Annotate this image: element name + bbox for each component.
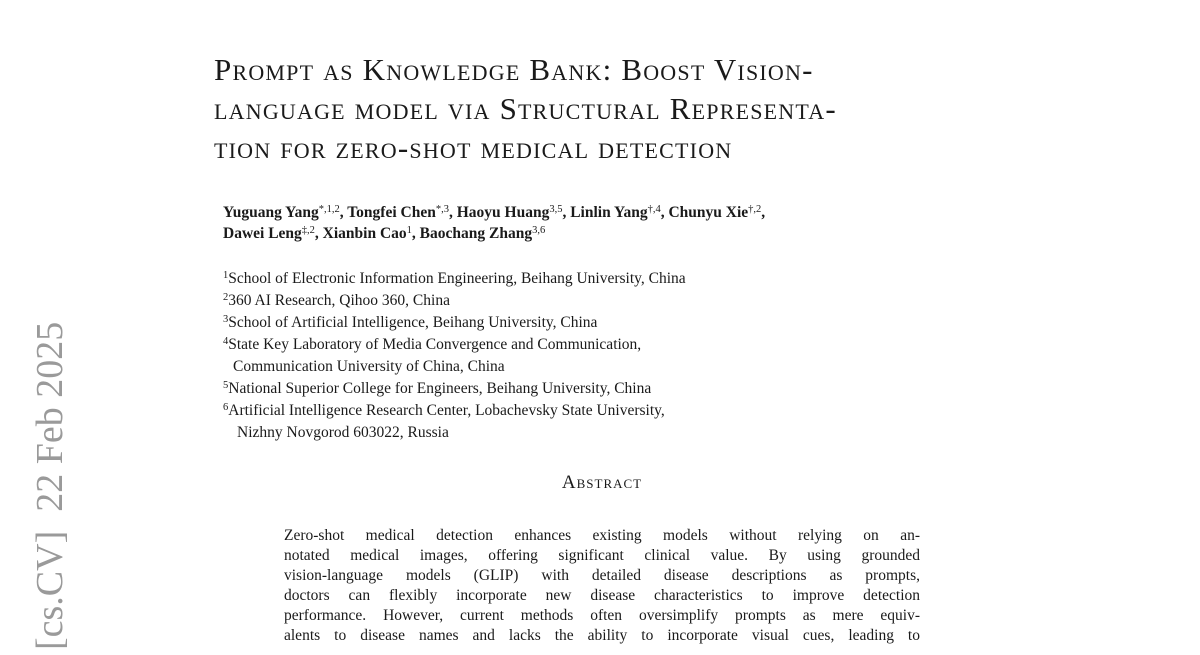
abstract-body — [284, 526, 920, 646]
affiliation-text: National Superior College for Engineers, Beihang University, China — [228, 380, 652, 397]
authors-line-2 — [223, 223, 983, 244]
author-affil-marker: *,3 — [435, 204, 449, 215]
author-list — [223, 202, 983, 244]
abstract-line: notated medical images, offering significant clinical value. By using grounded — [284, 547, 920, 564]
author-name: Chunyu Xie — [668, 204, 749, 221]
affiliation-number: 4 — [223, 336, 229, 347]
author-separator: , — [314, 225, 323, 242]
affiliation-item — [223, 290, 983, 312]
abstract-line: performance. However, current methods often oversimplify prompts as mere equiv- — [284, 607, 920, 624]
abstract-heading-text: Abstract — [561, 472, 643, 493]
author-affil-marker: ‡,2 — [301, 225, 315, 236]
author-name: Xianbin Cao — [322, 225, 407, 242]
author-affil-marker: †,2 — [748, 204, 762, 215]
author-separator: , — [562, 204, 571, 221]
affiliation-continuation: Communication University of China, China — [233, 358, 505, 375]
abstract-heading — [0, 472, 1200, 494]
author-affil-marker: †,4 — [647, 204, 661, 215]
affiliation-number: 1 — [223, 270, 229, 281]
author-affil-marker: 3,5 — [549, 204, 563, 215]
author-separator: , — [339, 204, 348, 221]
abstract-line: Zero-shot medical detection enhances existing models without relying on an- — [284, 527, 920, 544]
author-name: Tongfei Chen — [347, 204, 436, 221]
affiliation-text: Artificial Intelligence Research Center, Lobachevsky State University, — [228, 402, 665, 419]
author-name: Linlin Yang — [570, 204, 648, 221]
author-name: Dawei Leng — [223, 225, 302, 242]
author-separator: , — [761, 204, 766, 221]
affiliation-text: State Key Laboratory of Media Convergence and Communication, — [228, 336, 642, 353]
author-separator: , — [448, 204, 457, 221]
author-separator: , — [411, 225, 420, 242]
author-affil-marker: 3,6 — [532, 225, 546, 236]
title-line: tion for zero-shot medical detection — [214, 130, 733, 165]
affiliation-number: 6 — [223, 402, 229, 413]
affiliation-item — [223, 378, 983, 400]
author-name: Baochang Zhang — [419, 225, 533, 242]
title-line: language model via Structural Representa- — [214, 91, 837, 126]
author-name: Yuguang Yang — [223, 204, 319, 221]
title-line: Prompt as Knowledge Bank: Boost Vision- — [214, 52, 814, 87]
author-separator: , — [660, 204, 669, 221]
authors-line-1 — [223, 202, 983, 223]
affiliation-number: 2 — [223, 292, 229, 303]
arxiv-stamp-text: [cs.CV] 22 Feb 2025 — [29, 321, 71, 650]
abstract-line: doctors can flexibly incorporate new disease characteristics to improve detection — [284, 587, 920, 604]
affiliation-item — [223, 400, 983, 444]
affiliation-item — [223, 334, 983, 378]
affiliation-continuation: Nizhny Novgorod 603022, Russia — [237, 424, 449, 441]
abstract-line: vision-language models (GLIP) with detailed disease descriptions as prompts, — [284, 567, 920, 584]
abstract-line: alents to disease names and lacks the ability to incorporate visual cues, leading to — [284, 627, 920, 644]
author-name: Haoyu Huang — [456, 204, 550, 221]
affiliation-item — [223, 312, 983, 334]
affiliation-item — [223, 268, 983, 290]
affiliation-text: School of Artificial Intelligence, Beihang University, China — [228, 314, 598, 331]
author-affil-marker: 1 — [406, 225, 412, 236]
affiliation-list — [223, 268, 983, 444]
author-affil-marker: *,1,2 — [318, 204, 340, 215]
affiliation-number: 5 — [223, 380, 229, 391]
affiliation-number: 3 — [223, 314, 229, 325]
affiliation-text: School of Electronic Information Engineering, Beihang University, China — [228, 270, 686, 287]
paper-title — [214, 50, 1014, 167]
affiliation-text: 360 AI Research, Qihoo 360, China — [228, 292, 450, 309]
